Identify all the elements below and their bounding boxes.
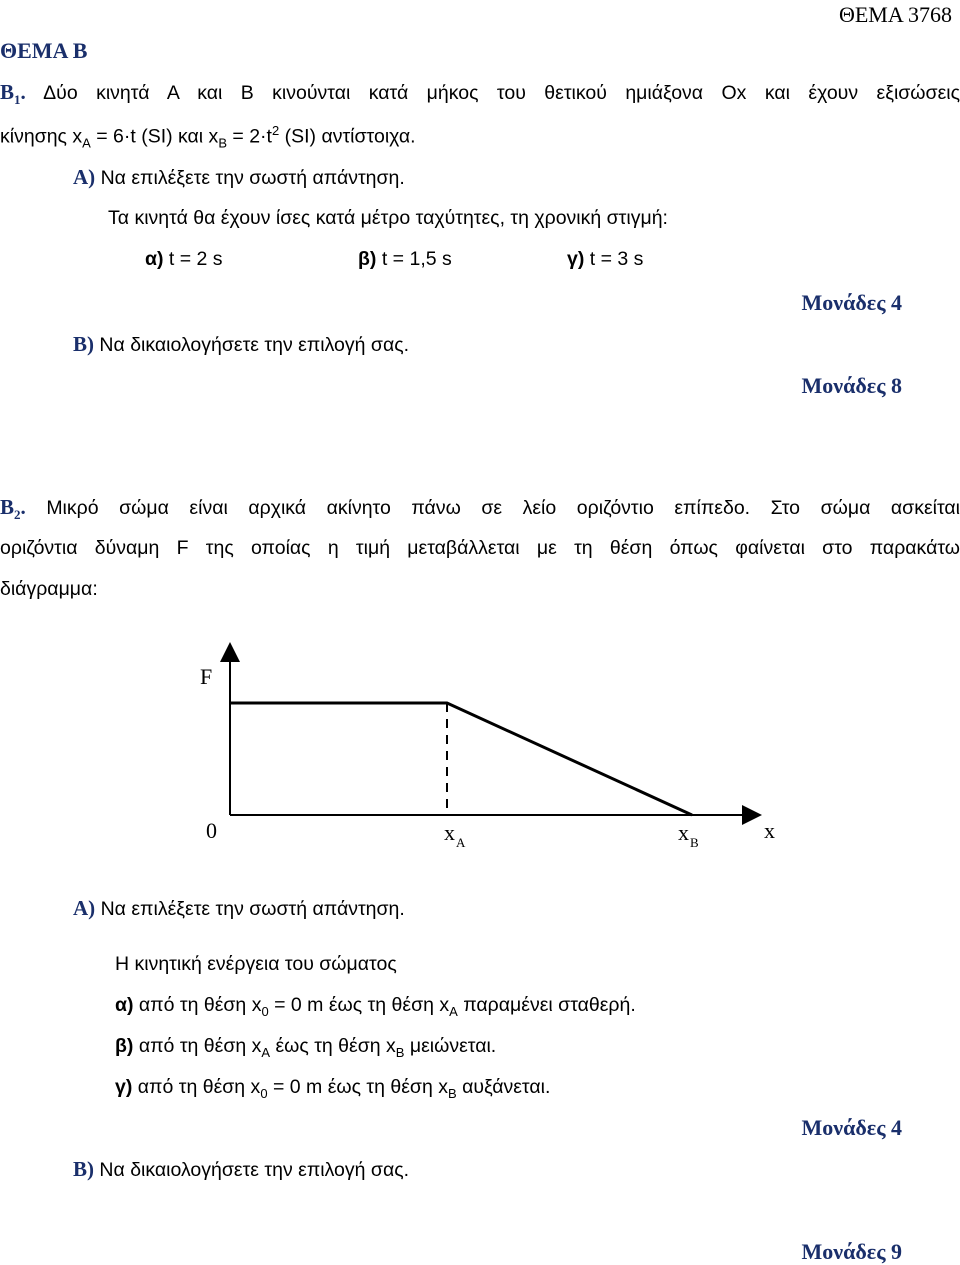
b2-question: Η κινητική ενέργεια του σώματος bbox=[115, 953, 397, 975]
b1-label: $B_1$. bbox=[0, 80, 26, 108]
b1-option-b: β) t = 1,5 s bbox=[358, 248, 452, 270]
b2-intro-line1: $B_2$. Μικρό σώμα είναι αρχικά ακίνητο πάνω σε λείο οριζόντιο επίπεδο. Στο σώμα ασκείται bbox=[0, 495, 960, 523]
theme-code: ΘΕΜΑ 3768 bbox=[838, 2, 952, 27]
b1-option-a: α) t = 2 s bbox=[145, 248, 223, 270]
force-curve bbox=[230, 703, 692, 815]
y-axis-label: F bbox=[200, 664, 213, 689]
xa-label: x bbox=[444, 820, 455, 845]
b2-intro-line3: διάγραμμα: bbox=[0, 578, 98, 600]
x-axis-label: x bbox=[764, 818, 775, 843]
xb-label: x bbox=[678, 820, 689, 845]
b2-label: $B_2$. bbox=[0, 495, 26, 523]
b2-option-c: γ) από τη θέση $x_0 = 0$ m έως τη θέση $x_B$ αυξάνεται. bbox=[115, 1076, 551, 1101]
xa-sub: A bbox=[456, 835, 466, 850]
b1-intro-text: Δύο κινητά Α και Β κινούνται κατά μήκος του θετικού ημιάξονα Οx και έχουν εξισώσεις bbox=[43, 82, 960, 104]
b1-score-a: Μονάδες 4 bbox=[801, 290, 902, 315]
b2-option-b: β) από τη θέση $x_A$ έως τη θέση $x_B$ μειώνεται. bbox=[115, 1035, 497, 1060]
b2-option-a: α) από τη θέση $x_0 = 0$ m έως τη θέση $x_A$ παραμένει σταθερή. bbox=[115, 994, 636, 1019]
origin-label: 0 bbox=[206, 818, 217, 843]
b1-score-b: Μονάδες 8 bbox=[801, 373, 902, 398]
xb-sub: B bbox=[690, 835, 699, 850]
b2-part-b: Β) Να δικαιολογήσετε την επιλογή σας. bbox=[73, 1157, 410, 1181]
b2-score-b: Μονάδες 9 bbox=[801, 1239, 902, 1264]
b1-option-c: γ) t = 3 s bbox=[567, 248, 644, 270]
b2-score-a: Μονάδες 4 bbox=[801, 1115, 902, 1140]
b1-equations: κίνησης $x_A = 6\cdot t$ (SI) και $x_B = 2\cdot t^2$ (SI) αντίστοιχα. bbox=[0, 123, 416, 151]
b1-part-a: Α) Να επιλέξετε την σωστή απάντηση. bbox=[73, 165, 405, 189]
b1-part-b: Β) Να δικαιολογήσετε την επιλογή σας. bbox=[73, 332, 410, 356]
b2-intro-line2: οριζόντια δύναμη F της οποίας η τιμή μεταβάλλεται με τη θέση όπως φαίνεται στο παρακάτω bbox=[0, 537, 960, 559]
b2-part-a: Α) Να επιλέξετε την σωστή απάντηση. bbox=[73, 896, 405, 920]
b1-question: Τα κινητά θα έχουν ίσες κατά μέτρο ταχύτητες, τη χρονική στιγμή: bbox=[108, 207, 668, 229]
section-title: ΘΕΜΑ Β bbox=[0, 38, 88, 63]
